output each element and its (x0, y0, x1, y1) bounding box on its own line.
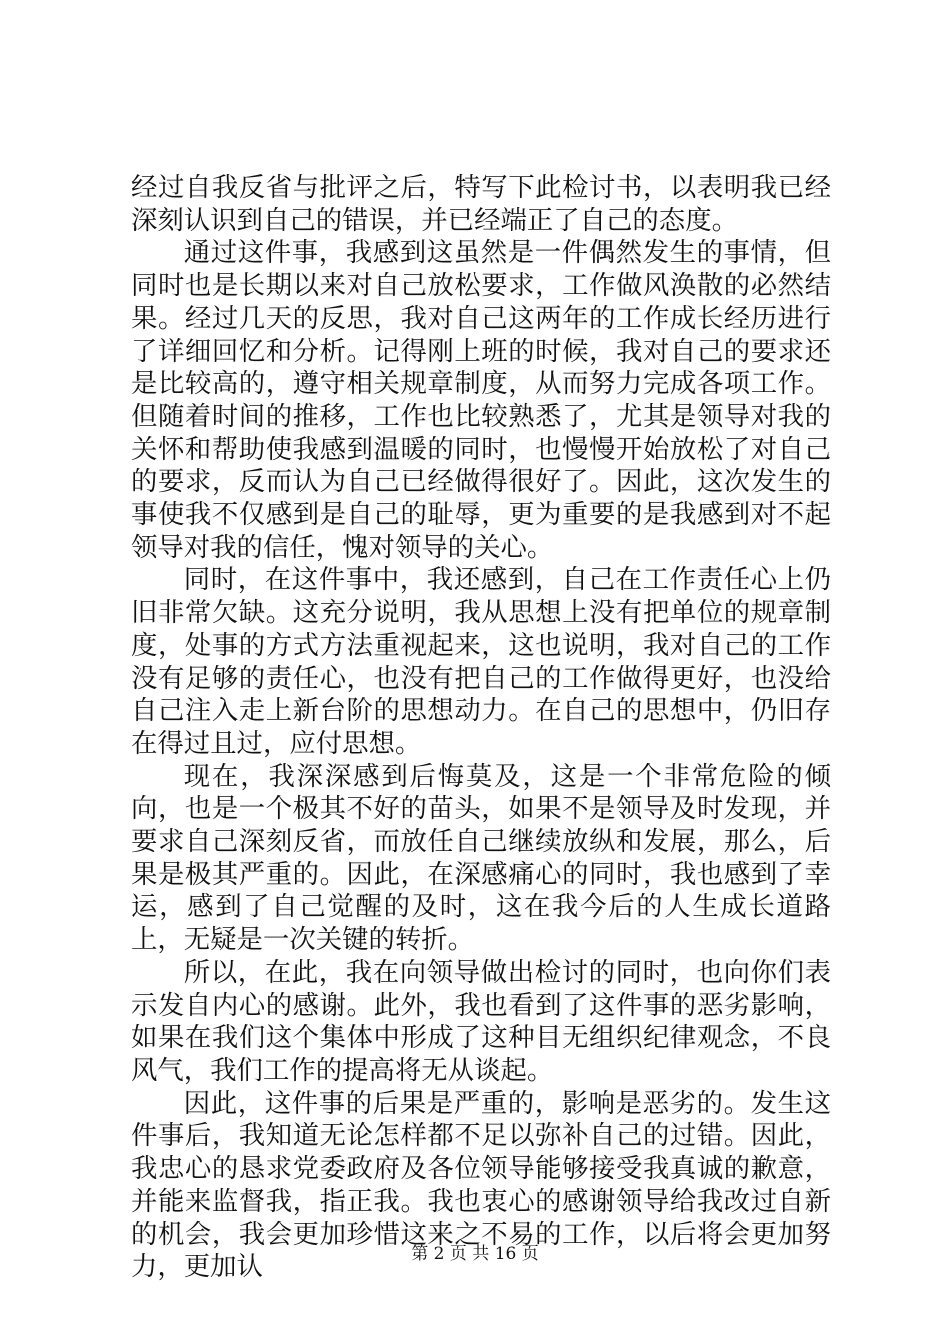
paragraph-5: 所以，在此，我在向领导做出检讨的同时，也向你们表示发自内心的感谢。此外，我也看到了这件事的恶劣影响，如果在我们这个集体中形成了这种目无组织纪律观念，不良风气，我们工作的提高将无从谈起。 (131, 956, 831, 1086)
paragraph-6: 因此，这件事的后果是严重的，影响是恶劣的。发生这件事后，我知道无论怎样都不足以弥补自己的过错。因此，我忠心的恳求党委政府及各位领导能够接受我真诚的歉意，并能来监督我，指正我。我也衷心的感谢领导给我改过自新的机会，我会更加珍惜这来之不易的工作，以后将会更加努力，更加认 (131, 1087, 831, 1283)
paragraph-2: 通过这件事，我感到这虽然是一件偶然发生的事情，但同时也是长期以来对自己放松要求，工作做风涣散的必然结果。经过几天的反思，我对自己这两年的工作成长经历进行了详细回忆和分析。记得刚上班的时候，我对自己的要求还是比较高的，遵守相关规章制度，从而努力完成各项工作。但随着时间的推移，工作也比较熟悉了，尤其是领导对我的关怀和帮助使我感到温暖的同时，也慢慢开始放松了对自己的要求，反而认为自己已经做得很好了。因此，这次发生的事使我不仅感到是自己的耻辱，更为重要的是我感到对不起领导对我的信任，愧对领导的关心。 (131, 237, 831, 563)
page-number-footer: 第 2 页 共 16 页 (411, 1244, 539, 1264)
paragraph-1: 经过自我反省与批评之后，特写下此检讨书，以表明我已经深刻认识到自己的错误，并已经端正了自己的态度。 (131, 172, 831, 236)
paragraph-3: 同时，在这件事中，我还感到，自己在工作责任心上仍旧非常欠缺。这充分说明，我从思想上没有把单位的规章制度，处事的方式方法重视起来，这也说明，我对自己的工作没有足够的责任心，也没有把自己的工作做得更好，也没给自己注入走上新台阶的思想动力。在自己的思想中，仍旧存在得过且过，应付思想。 (131, 564, 831, 759)
document-body (131, 172, 831, 1284)
paragraph-4: 现在，我深深感到后悔莫及，这是一个非常危险的倾向，也是一个极其不好的苗头，如果不是领导及时发现，并要求自己深刻反省，而放任自己继续放纵和发展，那么，后果是极其严重的。因此，在深感痛心的同时，我也感到了幸运，感到了自己觉醒的及时，这在我今后的人生成长道路上，无疑是一次关键的转折。 (131, 760, 831, 956)
